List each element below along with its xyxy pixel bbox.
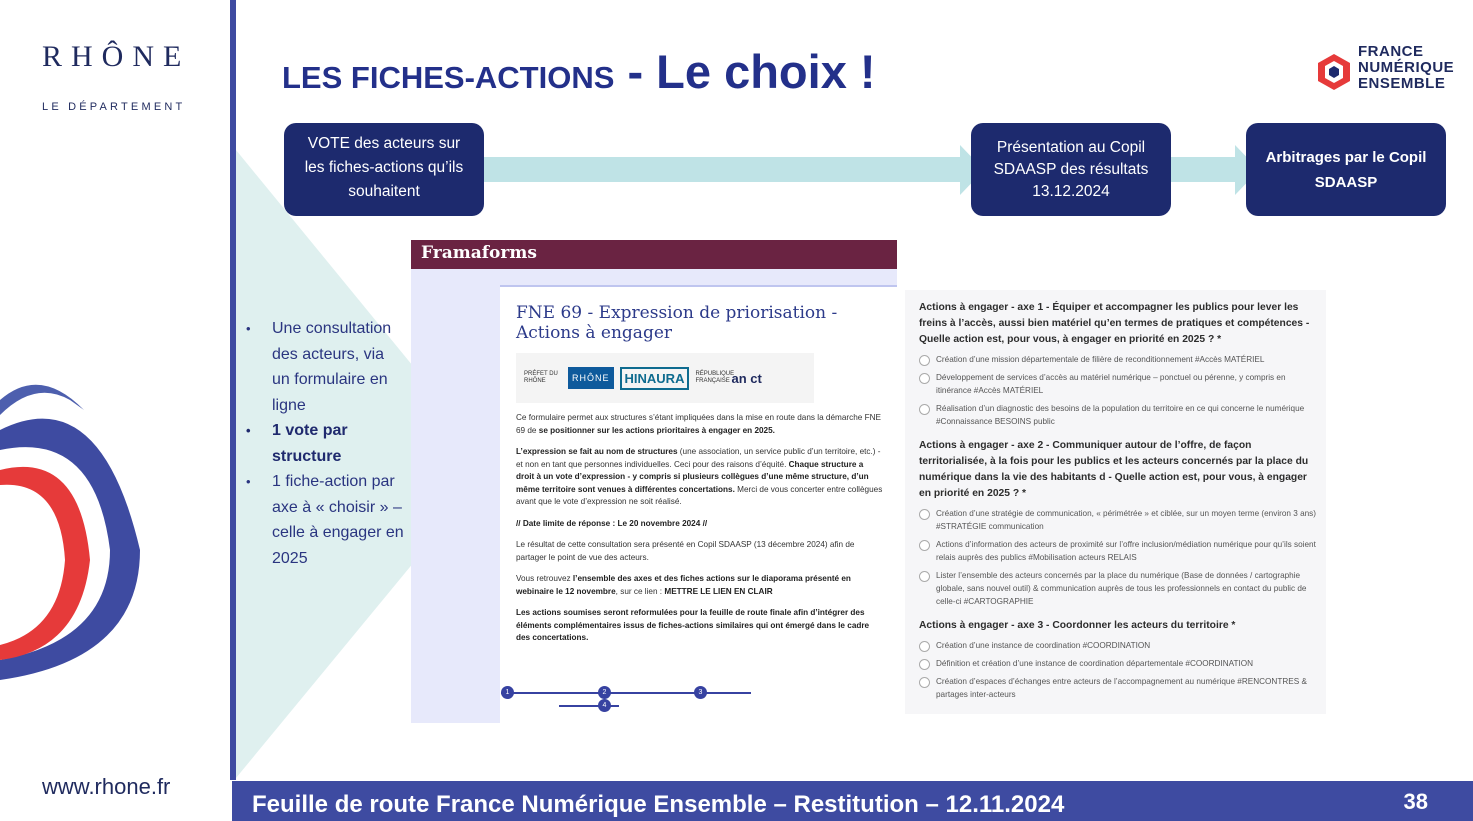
slide-title-part1: LES FICHES-ACTIONS [282, 60, 615, 95]
question-option-radio[interactable]: Création d’une stratégie de communication, « périmétrée » et ciblée, sur un moyen terme (environ 3 ans) #STRATÉGIE communication [919, 507, 1316, 533]
logo-prefet: PRÉFET DU RHÔNE [524, 371, 558, 384]
question-option-radio[interactable]: Lister l’ensemble des acteurs concernés par la place du numérique (Base de données / cartographie globale, sans nouvel outil) & communication auprès de tous les professionnels en contact du public de celle-ci #CARTOGRAPHIE [919, 569, 1316, 608]
fne-logo-text [1358, 44, 1454, 92]
question-option-radio[interactable]: Création d’espaces d’échanges entre acteurs de l’accompagnement au numérique #RENCONTRES & partages inter-acteurs [919, 675, 1316, 701]
fne-logo-line1: FRANCE [1358, 43, 1424, 60]
framaforms-screenshot [411, 240, 897, 723]
question-axe3-heading: Actions à engager - axe 3 - Coordonner les acteurs du territoire * [919, 620, 1236, 631]
question-option-radio[interactable]: Création d’une mission départementale de filière de reconditionnement #Accès MATÉRIEL [919, 353, 1316, 366]
form-stepper [501, 683, 757, 709]
flow-arrow-1 [484, 157, 962, 182]
framaforms-header: Framaforms [411, 240, 897, 269]
step-3-button[interactable]: 3 [694, 686, 707, 699]
question-option-radio[interactable]: Actions d’information des acteurs de proximité sur l’offre inclusion/médiation numérique pour qu’ils soient relais auprès des publics #Mobilisation acteurs RELAIS [919, 538, 1316, 564]
flow-step-arbitrage: Arbitrages par le Copil SDAASP [1246, 123, 1446, 216]
step-1-button[interactable]: 1 [501, 686, 514, 699]
step-4-button[interactable]: 4 [598, 699, 611, 712]
question-axe2-heading: Actions à engager - axe 2 - Communiquer autour de l’offre, de façon territorialisée, à la fois pour les publics et les acteurs concernés par la place du numérique dans la vie des habitants d - Quelle action est, pour vous, à engager en priorité en 2025 ? * [919, 440, 1309, 499]
fne-hexagon-icon [1316, 52, 1352, 92]
form-card [500, 285, 897, 723]
form-reformulation-note: Les actions soumises seront reformulées pour la feuille de route finale afin d’intégrer des éléments complémentaires issus de fiches-actions similaires qui ont émergé dans le cadre des concertations. [516, 608, 870, 642]
question-option-radio[interactable]: Développement de services d’accès au matériel numérique – ponctuel ou pérenne, y compris en itinérance #Accès MATÉRIEL [919, 371, 1316, 397]
rhone-logo-subtitle: LE DÉPARTEMENT [42, 101, 186, 113]
page-number: 38 [1403, 789, 1428, 814]
rhone-swoosh-graphic [0, 360, 150, 690]
form-intro: Ce formulaire permet aux structures s’étant impliquées dans la mise en route dans la démarche FNE 69 de se positionner sur les actions prioritaires à engager en 2025. [516, 413, 881, 435]
logo-hinaura: HINAURA [620, 367, 690, 390]
bullet-item: • 1 vote par structure [244, 418, 404, 469]
logo-republique: RÉPUBLIQUE FRANÇAISE [695, 371, 735, 384]
fne-logo-line3: ENSEMBLE [1358, 75, 1446, 92]
partner-logos [516, 353, 814, 403]
form-rules: L’expression se fait au nom de structures (une association, un service public d’un territoire, etc.) - et non en tant que personnes individuelles. Ceci pour des raisons d’équité. Chaque structure a droit à un vote d’expression - y compris si plusieurs collègues d’une même structure, d’un même territoire sont venues à différentes concertations. Merci de vous concerter entre collègues avant que le vote d’expression ne soit réalisé. [516, 447, 883, 506]
questions-panel [905, 290, 1326, 714]
slide-title-part2: - Le choix ! [614, 45, 876, 98]
footer-text: Feuille de route France Numérique Ensemble – Restitution – 12.11.2024 [252, 791, 1065, 818]
form-link-note: Vous retrouvez l’ensemble des axes et des fiches actions sur le diaporama présenté en webinaire le 12 novembre, sur ce lien : METTRE LE LIEN EN CLAIR [516, 574, 851, 596]
rhone-logo: RHÔNE [42, 40, 191, 73]
form-result-note: Le résultat de cette consultation sera présenté en Copil SDAASP (13 décembre 2024) afin de partager le point de vue des acteurs. [516, 540, 855, 562]
flow-step-presentation: Présentation au Copil SDAASP des résultats 13.12.2024 [971, 123, 1171, 216]
bullet-item: • 1 fiche-action par axe à « choisir » – celle à engager en 2025 [244, 469, 404, 571]
flow-arrow-2 [1171, 157, 1237, 182]
form-title: FNE 69 - Expression de priorisation - Actions à engager [516, 303, 838, 343]
stepper-line [501, 692, 751, 694]
question-option-radio[interactable]: Réalisation d’un diagnostic des besoins de la population du territoire en ce qui concerne le numérique #Connaissance BESOINS public [919, 402, 1316, 428]
fne-logo-line2: NUMÉRIQUE [1358, 59, 1455, 76]
question-axe1-heading: Actions à engager - axe 1 - Équiper et accompagner les publics pour lever les freins à l’accès, aussi bien matériel qu’en termes de pratiques et compétences - Quelle action est, pour vous, à engager en priorité en 2025 ? * [919, 302, 1310, 345]
step-2-button[interactable]: 2 [598, 686, 611, 699]
logo-anct: an ct [731, 370, 762, 386]
form-deadline: // Date limite de réponse : Le 20 novembre 2024 // [516, 518, 708, 528]
question-option-radio[interactable]: Création d’une instance de coordination #COORDINATION [919, 639, 1316, 652]
france-numerique-ensemble-logo [1316, 44, 1466, 98]
question-option-radio[interactable]: Définition et création d’une instance de coordination départementale #COORDINATION [919, 657, 1316, 670]
flow-step-vote: VOTE des acteurs sur les fiches-actions qu’ils souhaitent [284, 123, 484, 216]
website-url[interactable]: www.rhone.fr [42, 774, 171, 799]
slide-footer [232, 781, 1473, 821]
bullet-list [244, 316, 404, 571]
brand-panel [0, 0, 230, 821]
bullet-item: • Une consultation des acteurs, via un formulaire en ligne [244, 316, 404, 418]
logo-rhone: RHÔNE [568, 367, 614, 389]
slide-title [282, 44, 876, 99]
